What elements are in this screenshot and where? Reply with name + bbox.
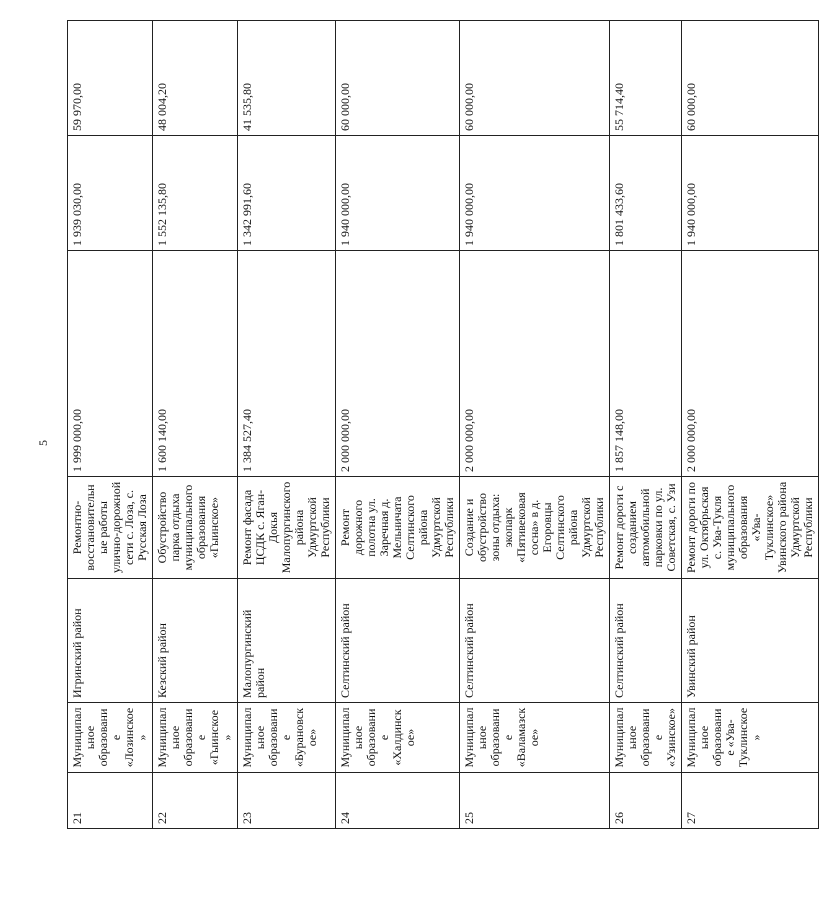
- cofinance-amount-cell: 60 000,00: [336, 21, 460, 136]
- page-number: 5: [36, 440, 50, 446]
- cofinance-amount-cell: 59 970,00: [68, 21, 153, 136]
- subsidy-amount-cell: 1 940 000,00: [682, 136, 819, 251]
- project-description-cell: Ремонт фасада ЦСДК с. Яган-Докья Малопургинского района Удмуртской Республики: [238, 477, 336, 579]
- district-cell: Малопургинский район: [238, 579, 336, 703]
- subsidy-amount-cell: 1 552 135,80: [153, 136, 238, 251]
- row-number-cell: 27: [682, 773, 819, 829]
- table-body: [68, 21, 819, 829]
- table-row: [460, 21, 610, 829]
- row-number-cell: 25: [460, 773, 610, 829]
- row-number-cell: 24: [336, 773, 460, 829]
- row-number-cell: 23: [238, 773, 336, 829]
- rotated-table-wrapper: [67, 21, 815, 829]
- cofinance-amount-cell: 55 714,40: [610, 21, 682, 136]
- table-row: [336, 21, 460, 829]
- subsidy-amount-cell: 1 342 991,60: [238, 136, 336, 251]
- total-amount-cell: 2 000 000,00: [336, 251, 460, 477]
- table-row: [153, 21, 238, 829]
- municipality-cell: Муниципальное образование «Лозинское»: [68, 703, 153, 773]
- municipality-cell: Муниципальное образование «Халдинское»: [336, 703, 460, 773]
- district-cell: Увинский район: [682, 579, 819, 703]
- cofinance-amount-cell: 60 000,00: [682, 21, 819, 136]
- subsidy-amount-cell: 1 940 000,00: [460, 136, 610, 251]
- cofinance-amount-cell: 48 004,20: [153, 21, 238, 136]
- total-amount-cell: 2 000 000,00: [460, 251, 610, 477]
- district-cell: Селтинский район: [336, 579, 460, 703]
- district-cell: Селтинский район: [460, 579, 610, 703]
- municipality-cell: Муниципальное образование «Ува-Туклинское»: [682, 703, 819, 773]
- total-amount-cell: 1 857 148,00: [610, 251, 682, 477]
- project-description-cell: Ремонт дороги с созданием автомобильной парковки по ул. Советская, с. Узи: [610, 477, 682, 579]
- project-description-cell: Ремонт дороги по ул. Октябрьская с. Ува-Тукля муниципального образования «Ува-Туклинское» Увинского района Удмуртской Республики: [682, 477, 819, 579]
- municipality-cell: Муниципальное образование «Валамазское»: [460, 703, 610, 773]
- project-description-cell: Обустройство парка отдыха муниципального образования «Гыинское»: [153, 477, 238, 579]
- table-row: [238, 21, 336, 829]
- municipality-cell: Муниципальное образование «Бурановское»: [238, 703, 336, 773]
- cofinance-amount-cell: 60 000,00: [460, 21, 610, 136]
- projects-table: [67, 20, 819, 829]
- municipality-cell: Муниципальное образование «Узинское»: [610, 703, 682, 773]
- subsidy-amount-cell: 1 939 030,00: [68, 136, 153, 251]
- row-number-cell: 26: [610, 773, 682, 829]
- district-cell: Селтинский район: [610, 579, 682, 703]
- subsidy-amount-cell: 1 940 000,00: [336, 136, 460, 251]
- project-description-cell: Ремонт дорожного полотна ул. Заречная д. Мельничата Селтинского района Удмуртской Республики: [336, 477, 460, 579]
- municipality-cell: Муниципальное образование «Гыинское»: [153, 703, 238, 773]
- total-amount-cell: 2 000 000,00: [682, 251, 819, 477]
- cofinance-amount-cell: 41 535,80: [238, 21, 336, 136]
- row-number-cell: 22: [153, 773, 238, 829]
- total-amount-cell: 1 999 000,00: [68, 251, 153, 477]
- table-row: [68, 21, 153, 829]
- total-amount-cell: 1 384 527,40: [238, 251, 336, 477]
- district-cell: Игринский район: [68, 579, 153, 703]
- project-description-cell: Создание и обустройство зоны отдыха: экопарк «Пятивековая сосна» в д. Егоровцы Селтинского района Удмуртской Республики: [460, 477, 610, 579]
- total-amount-cell: 1 600 140,00: [153, 251, 238, 477]
- project-description-cell: Ремонтно-восстановительные работы улично-дорожной сети с. Лоза, с. Русская Лоза: [68, 477, 153, 579]
- table-row: [610, 21, 682, 829]
- table-row: [682, 21, 819, 829]
- district-cell: Кезский район: [153, 579, 238, 703]
- subsidy-amount-cell: 1 801 433,60: [610, 136, 682, 251]
- row-number-cell: 21: [68, 773, 153, 829]
